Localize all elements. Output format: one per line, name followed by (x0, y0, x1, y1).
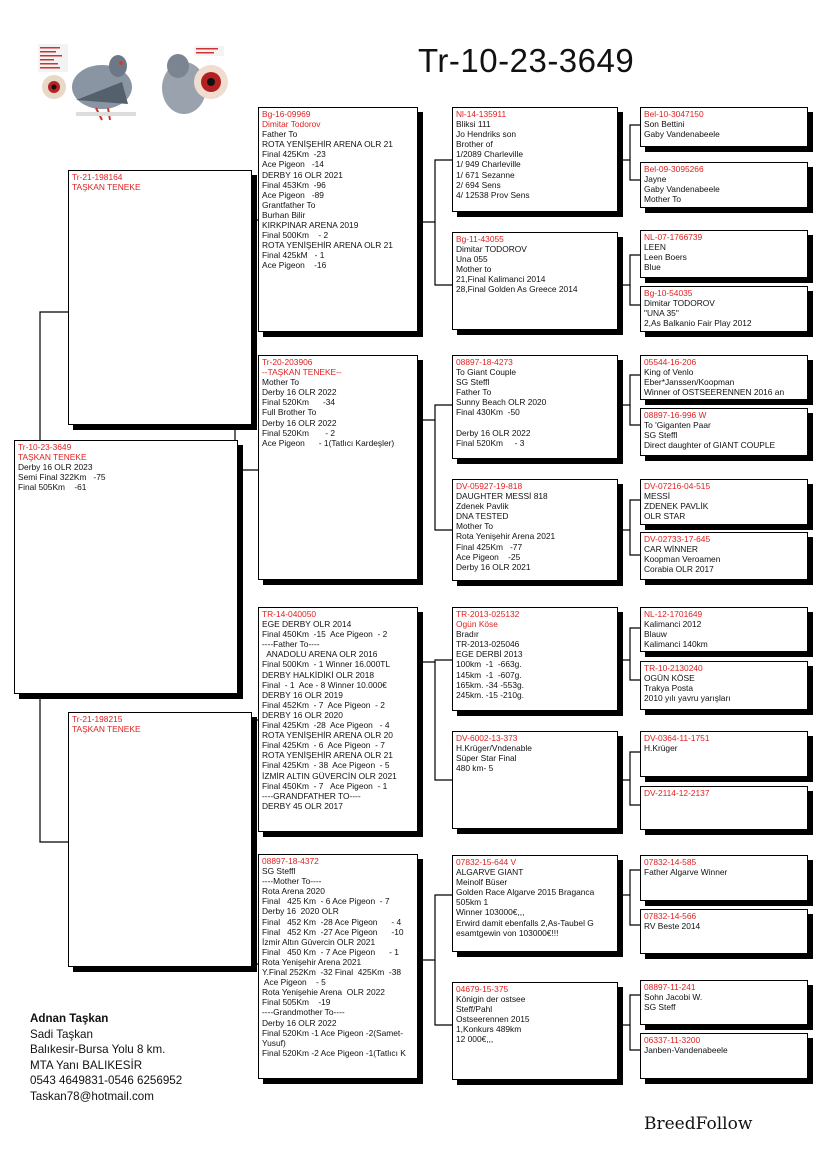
gen4-box-8 (640, 532, 808, 580)
pedigree-line: H.Krüger (644, 743, 678, 754)
pedigree-line: Mother To (262, 377, 300, 388)
pedigree-line: İZMİR ALTIN GÜVERCİN OLR 2021 (262, 770, 397, 781)
ring-number: DV-05927-19-818 (456, 481, 523, 491)
pedigree-line: Sohn Jacobi W. (644, 992, 703, 1003)
pedigree-line: Full Brother To (262, 407, 317, 418)
pedigree-line: DERBY 16 OLR 2020 (262, 709, 343, 720)
gen4-box-13 (640, 855, 808, 901)
pedigree-line: esamtgewin von 103000€!!! (456, 927, 559, 938)
pedigree-line: 21,Final Kalimanci 2014 (456, 274, 546, 285)
pedigree-line: EGE DERBİ 2013 (456, 649, 523, 660)
gen4-box-6 (640, 408, 808, 456)
ring-number: DV-07216-04-515 (644, 481, 711, 491)
pedigree-line: Meinolf Büser (456, 877, 508, 888)
pedigree-line: Ace Pigeon - 5 (262, 977, 326, 988)
pedigree-line: KIRKPINAR ARENA 2019 (262, 220, 359, 231)
pedigree-line: Eber*Janssen/Koopman (644, 377, 735, 388)
pedigree-line: Final 425Km - 6 Ace Pigeon - 7 (262, 740, 385, 751)
pedigree-line: 1/ 671 Sezanne (456, 169, 515, 180)
gen3-box-1 (452, 107, 618, 212)
pedigree-line: Winner of OSTSEERENNEN 2016 an (644, 387, 785, 398)
gen4-box-14 (640, 909, 808, 954)
pedigree-line: İzmir Altın Güvercin OLR 2021 (262, 936, 376, 947)
pedigree-line: Golden Race Algarve 2015 Braganca (456, 887, 595, 898)
pedigree-line: ----Father To---- (262, 639, 320, 650)
gen3-box-4 (452, 479, 618, 581)
pedigree-line: ----Mother To---- (262, 876, 322, 887)
owner-line: Sadi Taşkan (30, 1027, 93, 1041)
pedigree-line: Derby 16 OLR 2021 (456, 561, 531, 572)
pedigree-line: 28,Final Golden As Greece 2014 (456, 284, 578, 295)
pedigree-line: EGE DERBY OLR 2014 (262, 619, 352, 630)
pedigree-line: Jayne (644, 174, 667, 185)
pedigree-line: Final 520Km - 2 (262, 427, 336, 438)
ring-number: TR-10-2130240 (644, 663, 703, 673)
pedigree-line: SG Steffl (456, 377, 490, 388)
pedigree-line: Rota Yenişehie Arena OLR 2022 (262, 987, 385, 998)
ring-number: DV-0364-11-1751 (644, 733, 710, 743)
pedigree-line: DAUGHTER MESSİ 818 (456, 491, 548, 502)
ring-number: 07832-14-585 (644, 857, 697, 867)
pigeon-name: TAŞKAN TENEKE (18, 452, 87, 463)
pedigree-line: Bliksi 111 (456, 119, 491, 130)
gen4-box-16 (640, 1033, 808, 1079)
pedigree-line: Koopman Veroamen (644, 554, 721, 565)
pedigree-line: Corabia OLR 2017 (644, 564, 714, 575)
pedigree-line: Son Bettini (644, 119, 685, 130)
pedigree-line: 480 km- 5 (456, 763, 494, 774)
ring-number: Tr-21-198164 (72, 172, 123, 182)
pedigree-line: Ace Pigeon -16 (262, 260, 327, 271)
gen4-box-2 (640, 162, 808, 208)
pedigree-line: Blue (644, 262, 661, 273)
pedigree-title: Tr-10-23-3649 (418, 42, 635, 79)
pedigree-line: Jo Hendriks son (456, 129, 517, 140)
pedigree-line: Final 520Km -2 Ace Pigeon -1(Tatlıcı K (262, 1047, 406, 1058)
pedigree-line: Burhan Bilir (262, 209, 306, 220)
pedigree-line: Ace Pigeon -25 (456, 551, 521, 562)
pedigree-line: Derby 16 OLR 2022 (456, 427, 531, 438)
pedigree-line: Direct daughter of GIANT COUPLE (644, 440, 776, 451)
pedigree-line: CAR WİNNER (644, 544, 698, 555)
pedigree-line: Final 425 Km - 6 Ace Pigeon - 7 (262, 896, 390, 907)
pedigree-line: Rota Yenişehir Arena 2021 (262, 956, 362, 967)
pigeon-name: Ogün Köse (456, 619, 498, 630)
pedigree-line (456, 418, 614, 428)
pedigree-line: 2/ 694 Sens (456, 179, 501, 190)
owner-line: 0543 4649831-0546 6256952 (30, 1074, 183, 1087)
pedigree-line: Final 520Km -1 Ace Pigeon -2(Samet- (262, 1027, 404, 1038)
pedigree-line: Final 430Km -50 (456, 407, 520, 418)
pedigree-line: Final 505Km -19 (262, 997, 331, 1008)
pedigree-line: DERBY 16 OLR 2019 (262, 689, 343, 700)
pedigree-line: TR-2013-025046 (456, 639, 520, 650)
pedigree-line: ROTA YENİŞEHİR ARENA OLR 21 (262, 139, 393, 150)
pigeon-name: TAŞKAN TENEKE (72, 724, 141, 735)
ring-number: Tr-20-203906 (262, 357, 313, 367)
pedigree-line: Final 450 Km - 7 Ace Pigeon - 1 (262, 946, 399, 957)
gen4-box-11 (640, 731, 808, 777)
pedigree-line: Final 452 Km -28 Ace Pigeon - 4 (262, 916, 402, 927)
pedigree-line: Final 520Km -34 (262, 397, 336, 408)
dam-box (68, 712, 252, 967)
ring-number: NL-07-1766739 (644, 232, 703, 242)
gen4-box-15 (640, 980, 808, 1025)
pedigree-line: ROTA YENİŞEHİR ARENA OLR 21 (262, 240, 393, 251)
pedigree-line: Final 452Km - 7 Ace Pigeon - 2 (262, 699, 385, 710)
pedigree-line: Final 425Km -28 Ace Pigeon - 4 (262, 720, 390, 731)
ring-number: 08897-11-241 (644, 982, 696, 992)
pedigree-line: 505km 1 (456, 897, 489, 908)
dam-dam-box (258, 854, 418, 1079)
pedigree-line: ANADOLU ARENA OLR 2016 (262, 649, 378, 660)
pedigree-line: Final 452 Km -27 Ace Pigeon -10 (262, 926, 404, 937)
pedigree-line: King of Venlo (644, 367, 694, 378)
ring-number: 04679-15-375 (456, 984, 509, 994)
pedigree-line: DERBY HALKİDİKİ OLR 2018 (262, 669, 375, 680)
pedigree-line: Father To (262, 129, 298, 140)
pedigree-line: Final 500Km - 1 Winner 16.000TL (262, 659, 391, 670)
pedigree-line: 1,Konkurs 489km (456, 1024, 522, 1035)
gen3-box-3 (452, 355, 618, 459)
gen3-box-5 (452, 607, 618, 711)
ring-number: Bg-11-43055 (456, 234, 504, 244)
pedigree-line: Derby 16 OLR 2022 (262, 417, 337, 428)
ring-number: DV-2114-12-2137 (644, 788, 710, 798)
pedigree-line: Final 425kM - 1 (262, 250, 325, 261)
ring-number: DV-02733-17-645 (644, 534, 711, 544)
pedigree-line: Father To (456, 387, 492, 398)
gen4-box-9 (640, 607, 808, 652)
ring-number: Bg-16-09969 (262, 109, 311, 119)
gen3-box-2 (452, 232, 618, 330)
pedigree-line: Kalimanci 140km (644, 639, 708, 650)
sire-box (68, 170, 252, 425)
owner-line: MTA Yanı BALIKESİR (30, 1058, 143, 1072)
pedigree-line: Yusuf) (262, 1037, 286, 1048)
pedigree-line: 2010 yılı yavru yarışları (644, 693, 731, 704)
gen3-box-7 (452, 855, 618, 952)
pedigree-line: 12 000€,,, (456, 1034, 494, 1045)
owner-line: Balıkesir-Bursa Yolu 8 km. (30, 1043, 166, 1056)
gen4-box-1 (640, 107, 808, 147)
owner-name: Adnan Taşkan (30, 1012, 109, 1025)
pedigree-line: OLR STAR (644, 511, 686, 522)
pedigree-line: Final 450Km -15 Ace Pigeon - 2 (262, 629, 388, 640)
gen3-box-8 (452, 982, 618, 1080)
pedigree-line: Zdenek Pavlik (456, 501, 509, 512)
pedigree-line: Leen Boers (644, 252, 687, 263)
pedigree-line: To 'Giganten Paar (644, 420, 711, 431)
ring-number: 07832-15-644 V (456, 857, 517, 867)
pedigree-line: 4/ 12538 Prov Sens (456, 189, 530, 200)
pedigree-line: Semi Final 322Km -75 (18, 472, 106, 483)
ring-number: Bel-09-3095266 (644, 164, 704, 174)
pedigree-line: ----Grandmother To---- (262, 1007, 345, 1018)
pedigree-line: SG Steff (644, 1002, 676, 1013)
pedigree-line: Winner 103000€,,, (456, 907, 525, 918)
ring-number: 08897-18-4273 (456, 357, 513, 367)
pedigree-line: 1/ 949 Charleville (456, 159, 521, 170)
pedigree-line: Final 450Km - 7 Ace Pigeon - 1 (262, 780, 388, 791)
sire-sire-box (258, 107, 418, 332)
pedigree-line: Mother To (456, 521, 494, 532)
pedigree-line: H.Krüger/Vndenable (456, 743, 532, 754)
pigeon-name: TAŞKAN TENEKE (72, 182, 141, 193)
pedigree-line: Rota Arena 2020 (262, 886, 325, 897)
pedigree-line: 2,As Balkanio Fair Play 2012 (644, 318, 752, 329)
pedigree-line: DERBY 45 OLR 2017 (262, 800, 343, 811)
pedigree-line: Brother of (456, 139, 493, 150)
pedigree-line: ROTA YENİŞEHİR ARENA OLR 20 (262, 730, 393, 741)
ring-number: Bel-10-3047150 (644, 109, 704, 119)
pedigree-line: 145km -1 -607g. (456, 669, 522, 680)
ring-number: 06337-11-3200 (644, 1035, 701, 1045)
pigeon-name: --TAŞKAN TENEKE-- (262, 367, 342, 378)
pedigree-line: To Giant Couple (456, 367, 517, 378)
ring-number: TR-2013-025132 (456, 609, 520, 619)
pedigree-line: Erwird damit ebenfalls 2,As-Taubel G (456, 917, 594, 928)
pedigree-line: Final 500Km - 2 (262, 230, 329, 241)
pedigree-line: Janben-Vandenabeele (644, 1045, 728, 1056)
ring-number: Nl-14-135911 (456, 109, 507, 119)
pedigree-line: Final 425Km -23 (262, 149, 326, 160)
pedigree-line: Dimitar TODOROV (644, 298, 715, 309)
ring-number: NL-12-1701649 (644, 609, 703, 619)
pedigree-line: Mother To (644, 194, 682, 205)
pedigree-line: Ace Pigeon - 1(Tatlıcı Kardeşler) (262, 437, 395, 448)
pedigree-line: Trakya Posta (644, 683, 694, 694)
ring-number: 08897-16-996 W (644, 410, 707, 420)
pedigree-line: LEEN (644, 242, 666, 253)
pedigree-line: Final 425Km - 38 Ace Pigeon - 5 (262, 760, 390, 771)
pedigree-line: RV Beste 2014 (644, 921, 701, 932)
sire-dam-box (258, 355, 418, 580)
pedigree-line: Final - 1 Ace - 8 Winner 10.000€ (262, 679, 387, 690)
gen4-box-7 (640, 479, 808, 525)
pedigree-line: DNA TESTED (456, 511, 509, 522)
brand-label: BreedFollow (644, 1114, 753, 1134)
pedigree-line: ----GRANDFATHER TO---- (262, 790, 361, 801)
pedigree-line: "UNA 35" (644, 308, 679, 319)
pedigree-line: ALGARVE GIANT (456, 867, 524, 878)
pedigree-line: Derby 16 2020 OLR (262, 906, 339, 917)
pedigree-line: MESSİ (644, 491, 671, 502)
pedigree-line: Gaby Vandenabeele (644, 129, 720, 140)
pedigree-line: Steff/Pahl (456, 1004, 493, 1015)
pedigree-line: Final 453Km -96 (262, 179, 326, 190)
gen3-box-6 (452, 731, 618, 829)
pedigree-line: Grantfather To (262, 199, 316, 210)
ring-number: DV-6002-13-373 (456, 733, 518, 743)
pedigree-line: Königin der ostsee (456, 994, 526, 1005)
pedigree-line: Sunny Beach OLR 2020 (456, 397, 547, 408)
pedigree-line: SG Steffl (644, 430, 678, 441)
gen4-box-10 (640, 661, 808, 710)
pedigree-line: 1/2089 Charleville (456, 149, 524, 160)
pedigree-line: SG Steffl (262, 866, 296, 877)
pedigree-line: Father Algarve Winner (644, 867, 728, 878)
pedigree-line: Derby 16 OLR 2022 (262, 1017, 337, 1028)
gen4-box-12 (640, 786, 808, 830)
ring-number: 07832-14-566 (644, 911, 697, 921)
gen4-box-4 (640, 286, 808, 332)
gen4-box-3 (640, 230, 808, 278)
ring-number: Tr-21-198215 (72, 714, 123, 724)
pedigree-line: Rota Yenişehir Arena 2021 (456, 531, 556, 542)
ring-number: Bg-10-54035 (644, 288, 693, 298)
pedigree-line: Y.Final 252Km -32 Final 425Km -38 (262, 967, 402, 978)
pedigree-line: Final 505Km -61 (18, 482, 87, 493)
pedigree-line: ZDENEK PAVLİK (644, 501, 709, 512)
pedigree-line: Una 055 (456, 254, 488, 265)
pedigree-line: 165km. -34 -553g. (456, 679, 524, 690)
pedigree-line: Final 425Km -77 (456, 541, 523, 552)
pedigree-line: Mother to (456, 264, 492, 275)
ring-number: Tr-10-23-3649 (18, 442, 72, 452)
pedigree-line: ROTA YENİŞEHİR ARENA OLR 21 (262, 750, 393, 761)
pedigree-line: Dimitar TODOROV (456, 244, 527, 255)
subject-pigeon-box (14, 440, 238, 694)
ring-number: 05544-16-206 (644, 357, 697, 367)
pedigree-line: 245km. -15 -210g. (456, 689, 524, 700)
ring-number: 08897-18-4372 (262, 856, 319, 866)
pedigree-line: Kalimanci 2012 (644, 619, 702, 630)
pigeon-name: Dimitar Todorov (262, 119, 321, 130)
pedigree-line: Bradır (456, 629, 479, 640)
pedigree-line: Ace Pigeon -14 (262, 159, 324, 170)
pedigree-line: Final 520Km - 3 (456, 437, 525, 448)
pedigree-line: 100km -1 -663g. (456, 659, 522, 670)
dam-sire-box (258, 607, 418, 832)
pedigree-line: OGÜN KÖSE (644, 673, 695, 684)
owner-contact (30, 1011, 182, 1104)
pedigree-line: Ace Pigeon -89 (262, 189, 324, 200)
pedigree-line: Süper Star Final (456, 753, 517, 764)
pedigree-line: Blauw (644, 629, 667, 640)
pedigree-line: Ostseerennen 2015 (456, 1014, 530, 1025)
pedigree-line: Gaby Vandenabeele (644, 184, 720, 195)
gen4-box-5 (640, 355, 808, 400)
pedigree-line: Derby 16 OLR 2023 (18, 462, 93, 473)
ring-number: TR-14-040050 (262, 609, 317, 619)
pedigree-line: DERBY 16 OLR 2021 (262, 169, 343, 180)
pedigree-line: Derby 16 OLR 2022 (262, 387, 337, 398)
owner-line: Taskan78@hotmail.com (30, 1089, 154, 1103)
